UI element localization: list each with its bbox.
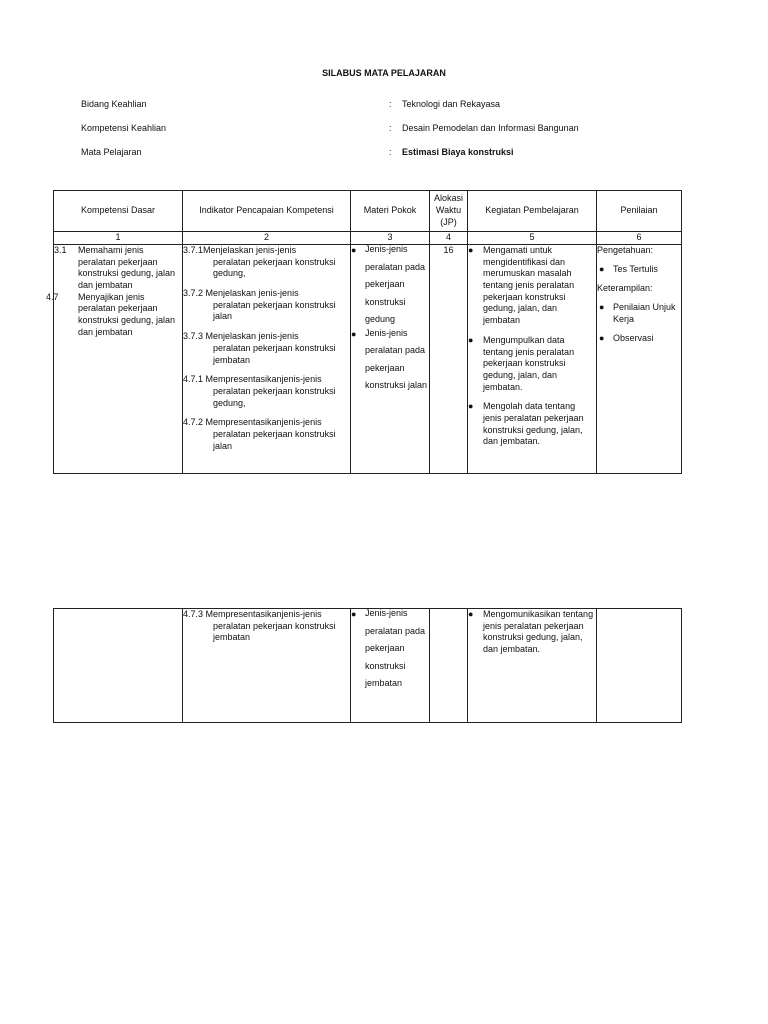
kegiatan-cell xyxy=(468,609,597,723)
meta-value: Desain Pemodelan dan Informasi Bangunan xyxy=(402,123,579,133)
penilaian-item xyxy=(597,333,681,345)
penilaian-keterampilan-label: Keterampilan: xyxy=(597,283,653,294)
indikator-item xyxy=(183,417,350,452)
kegiatan-cell xyxy=(468,245,597,474)
bullet-icon: ● xyxy=(468,401,474,412)
bullet-icon: ● xyxy=(351,609,357,619)
indikator-heading: 3.7.1Menjelaskan jenis-jenis xyxy=(183,245,297,255)
bullet-icon: ● xyxy=(351,245,357,255)
bullet-icon: ● xyxy=(599,302,605,313)
kegiatan-text: Mengomunikasikan tentang jenis peralatan pekerjaan konstruksi gedung, jalan, dan jembatan. xyxy=(483,609,594,655)
penilaian-cell xyxy=(597,609,682,723)
syllabus-table xyxy=(46,190,682,474)
indikator-heading: 3.7.3 Menjelaskan jenis-jenis xyxy=(183,331,299,342)
page-title: SILABUS MATA PELAJARAN xyxy=(322,68,446,78)
penilaian-text: Tes Tertulis xyxy=(613,263,658,274)
indikator-item xyxy=(183,609,350,644)
column-number: 1 xyxy=(54,232,183,245)
kd-number: 3.1 xyxy=(54,245,67,255)
penilaian-text: Penilaian Unjuk Kerja xyxy=(613,302,676,324)
indikator-detail: peralatan pekerjaan konstruksi jembatan xyxy=(213,342,336,365)
header-kegiatan: Kegiatan Pembelajaran xyxy=(468,191,597,232)
kegiatan-item xyxy=(468,335,596,393)
penilaian-cell xyxy=(597,245,682,474)
indikator-heading: 3.7.2 Menjelaskan jenis-jenis xyxy=(183,288,299,299)
kd-number: 4.7 xyxy=(46,291,59,302)
meta-colon: : xyxy=(389,123,392,133)
materi-pokok-cell xyxy=(351,245,430,474)
penilaian-text: Observasi xyxy=(613,333,654,344)
meta-label: Kompetensi Keahlian xyxy=(81,123,167,133)
meta-label: Mata Pelajaran xyxy=(81,147,142,157)
penilaian-item xyxy=(597,302,681,325)
header-alokasi-waktu: Alokasi Waktu (JP) xyxy=(430,191,468,232)
header-kompetensi-dasar: Kompetensi Dasar xyxy=(54,191,183,232)
header-indikator: Indikator Pencapaian Kompetensi xyxy=(183,191,351,232)
kompetensi-dasar-cell xyxy=(54,609,183,723)
kompetensi-dasar-cell xyxy=(46,245,183,474)
indikator-heading: 4.7.1 Mempresentasikanjenis-jenis xyxy=(183,374,322,385)
indikator-item xyxy=(183,374,350,409)
meta-value: Teknologi dan Rekayasa xyxy=(402,99,501,109)
indikator-detail: peralatan pekerjaan konstruksi gedung, xyxy=(213,256,336,279)
indikator-heading: 4.7.3 Mempresentasikanjenis-jenis xyxy=(183,609,322,619)
indikator-item xyxy=(183,288,350,323)
bullet-icon: ● xyxy=(599,263,605,274)
bullet-icon: ● xyxy=(599,333,605,344)
indikator-detail: peralatan pekerjaan konstruksi jalan xyxy=(213,428,336,451)
kegiatan-item xyxy=(468,245,596,327)
indikator-detail: peralatan pekerjaan konstruksi gedung, xyxy=(213,385,336,408)
meta-row-kompetensi-keahlian xyxy=(81,123,721,137)
materi-item xyxy=(351,609,429,693)
materi-text: Jenis-jenis peralatan pada pekerjaan konstruksi jalan xyxy=(365,327,428,390)
kegiatan-text: Mengumpulkan data tentang jenis peralatan pekerjaan konstruksi gedung, jalan, dan jembatan. xyxy=(483,334,575,392)
indikator-cell xyxy=(183,609,351,723)
meta-colon: : xyxy=(389,147,392,157)
indikator-heading: 4.7.2 Mempresentasikanjenis-jenis xyxy=(183,417,322,428)
kegiatan-text: Mengolah data tentang jenis peralatan pekerjaan konstruksi gedung, jalan, dan jembatan. xyxy=(483,401,584,447)
meta-value: Estimasi Biaya konstruksi xyxy=(402,147,514,157)
indikator-cell xyxy=(183,245,351,474)
kegiatan-item xyxy=(468,401,596,448)
kd-item xyxy=(46,291,182,339)
column-number: 2 xyxy=(183,232,351,245)
materi-text: Jenis-jenis peralatan pada pekerjaan konstruksi jembatan xyxy=(365,608,426,688)
header-penilaian: Penilaian xyxy=(597,191,682,232)
kd-text: Menyajikan jenis peralatan pekerjaan konstruksi gedung, jalan dan jembatan xyxy=(78,291,176,337)
indikator-item xyxy=(183,245,350,280)
alokasi-waktu-cell: 16 xyxy=(430,245,468,474)
syllabus-table-continued xyxy=(53,608,682,723)
materi-pokok-cell xyxy=(351,609,430,723)
table-header-row xyxy=(54,191,682,232)
penilaian-item xyxy=(597,264,681,276)
meta-label: Bidang Keahlian xyxy=(81,99,147,109)
penilaian-pengetahuan-label: Pengetahuan: xyxy=(597,245,654,255)
column-number: 5 xyxy=(468,232,597,245)
bullet-icon: ● xyxy=(468,609,474,619)
materi-text: Jenis-jenis peralatan pada pekerjaan konstruksi gedung xyxy=(365,244,426,324)
alokasi-waktu-cell xyxy=(430,609,468,723)
kegiatan-text: Mengamati untuk mengidentifikasi dan merumuskan masalah tentang jenis peralatan pekerjaan konstruksi gedung, jalan, dan jembatan xyxy=(483,245,575,326)
indikator-item xyxy=(183,331,350,366)
kd-item xyxy=(54,245,182,292)
materi-item xyxy=(351,245,429,329)
bullet-icon: ● xyxy=(351,328,357,339)
table-row xyxy=(54,245,682,474)
meta-row-bidang-keahlian xyxy=(81,99,721,113)
column-number: 6 xyxy=(597,232,682,245)
bullet-icon: ● xyxy=(468,334,474,345)
column-number: 4 xyxy=(430,232,468,245)
materi-item xyxy=(351,329,429,395)
kegiatan-item xyxy=(468,609,596,656)
header-materi-pokok: Materi Pokok xyxy=(351,191,430,232)
kd-text: Memahami jenis peralatan pekerjaan konstruksi gedung, jalan dan jembatan xyxy=(78,245,176,291)
meta-colon: : xyxy=(389,99,392,109)
indikator-detail: peralatan pekerjaan konstruksi jembatan xyxy=(213,620,336,643)
indikator-detail: peralatan pekerjaan konstruksi jalan xyxy=(213,299,336,322)
bullet-icon: ● xyxy=(468,245,474,255)
table-row xyxy=(54,609,682,723)
meta-row-mata-pelajaran xyxy=(81,147,721,161)
column-number: 3 xyxy=(351,232,430,245)
